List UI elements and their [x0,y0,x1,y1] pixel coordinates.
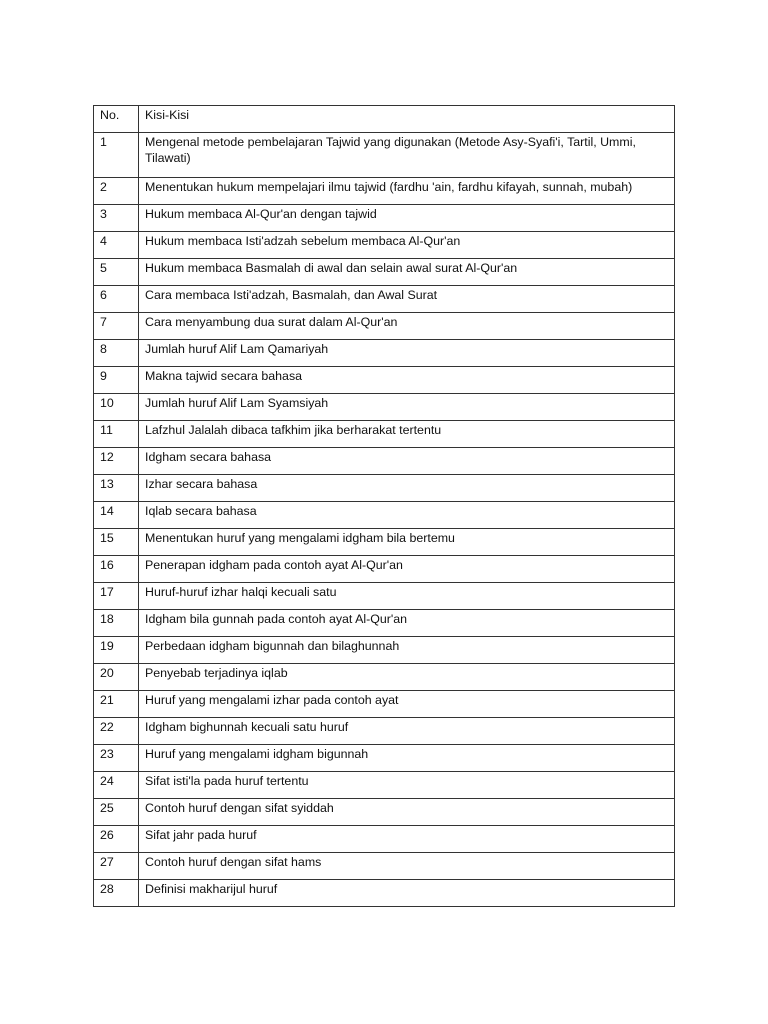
table-row [94,178,675,205]
row-number: 18 [94,610,139,637]
row-text: Hukum membaca Al-Qur'an dengan tajwid [139,205,675,232]
row-number: 4 [94,232,139,259]
row-text: Huruf-huruf izhar halqi kecuali satu [139,583,675,610]
row-number: 28 [94,880,139,907]
row-number: 13 [94,475,139,502]
table-row [94,583,675,610]
row-number: 8 [94,340,139,367]
row-text: Cara menyambung dua surat dalam Al-Qur'an [139,313,675,340]
table-row [94,610,675,637]
table-row [94,394,675,421]
row-text: Definisi makharijul huruf [139,880,675,907]
row-text: Idgham secara bahasa [139,448,675,475]
row-number: 21 [94,691,139,718]
row-text: Menentukan huruf yang mengalami idgham bila bertemu [139,529,675,556]
row-number: 9 [94,367,139,394]
row-text: Jumlah huruf Alif Lam Syamsiyah [139,394,675,421]
row-number: 27 [94,853,139,880]
row-text: Contoh huruf dengan sifat syiddah [139,799,675,826]
table-row [94,718,675,745]
table-row [94,880,675,907]
row-text: Penerapan idgham pada contoh ayat Al-Qur'an [139,556,675,583]
row-number: 24 [94,772,139,799]
row-number: 16 [94,556,139,583]
row-number: 12 [94,448,139,475]
kisi-kisi-table [93,105,675,907]
row-number: 19 [94,637,139,664]
table-row [94,448,675,475]
table-row [94,286,675,313]
row-text: Idgham bighunnah kecuali satu huruf [139,718,675,745]
table-row [94,853,675,880]
row-text: Hukum membaca Isti'adzah sebelum membaca Al-Qur'an [139,232,675,259]
table-row [94,205,675,232]
row-number: 1 [94,133,139,178]
table-row [94,313,675,340]
row-text: Perbedaan idgham bigunnah dan bilaghunnah [139,637,675,664]
row-text: Iqlab secara bahasa [139,502,675,529]
row-text: Huruf yang mengalami izhar pada contoh ayat [139,691,675,718]
row-number: 26 [94,826,139,853]
table-row [94,232,675,259]
row-text: Menentukan hukum mempelajari ilmu tajwid (fardhu 'ain, fardhu kifayah, sunnah, mubah) [139,178,675,205]
table-header-row [94,106,675,133]
row-text: Cara membaca Isti'adzah, Basmalah, dan Awal Surat [139,286,675,313]
row-text: Jumlah huruf Alif Lam Qamariyah [139,340,675,367]
table-row [94,529,675,556]
row-text: Makna tajwid secara bahasa [139,367,675,394]
table-row [94,799,675,826]
table-row [94,475,675,502]
row-text: Mengenal metode pembelajaran Tajwid yang digunakan (Metode Asy-Syafi'i, Tartil, Ummi, Tilawati) [139,133,675,178]
row-number: 22 [94,718,139,745]
header-kisi-kisi: Kisi-Kisi [139,106,675,133]
row-text: Contoh huruf dengan sifat hams [139,853,675,880]
table-row [94,502,675,529]
header-no: No. [94,106,139,133]
table-row [94,556,675,583]
row-number: 14 [94,502,139,529]
row-number: 25 [94,799,139,826]
table-row [94,826,675,853]
row-text: Sifat isti'la pada huruf tertentu [139,772,675,799]
row-number: 17 [94,583,139,610]
table-row [94,259,675,286]
row-number: 7 [94,313,139,340]
row-number: 5 [94,259,139,286]
table-row [94,421,675,448]
table-row [94,340,675,367]
row-number: 20 [94,664,139,691]
table-row [94,367,675,394]
row-text: Huruf yang mengalami idgham bigunnah [139,745,675,772]
row-number: 15 [94,529,139,556]
row-number: 23 [94,745,139,772]
row-number: 10 [94,394,139,421]
table-row [94,745,675,772]
row-number: 6 [94,286,139,313]
row-number: 11 [94,421,139,448]
table-row [94,772,675,799]
row-text: Lafzhul Jalalah dibaca tafkhim jika berharakat tertentu [139,421,675,448]
table-row [94,664,675,691]
row-text: Hukum membaca Basmalah di awal dan selain awal surat Al-Qur'an [139,259,675,286]
row-text: Idgham bila gunnah pada contoh ayat Al-Qur'an [139,610,675,637]
table-row [94,637,675,664]
row-text: Penyebab terjadinya iqlab [139,664,675,691]
row-number: 2 [94,178,139,205]
table-row [94,133,675,178]
row-text: Izhar secara bahasa [139,475,675,502]
row-number: 3 [94,205,139,232]
row-text: Sifat jahr pada huruf [139,826,675,853]
table-row [94,691,675,718]
